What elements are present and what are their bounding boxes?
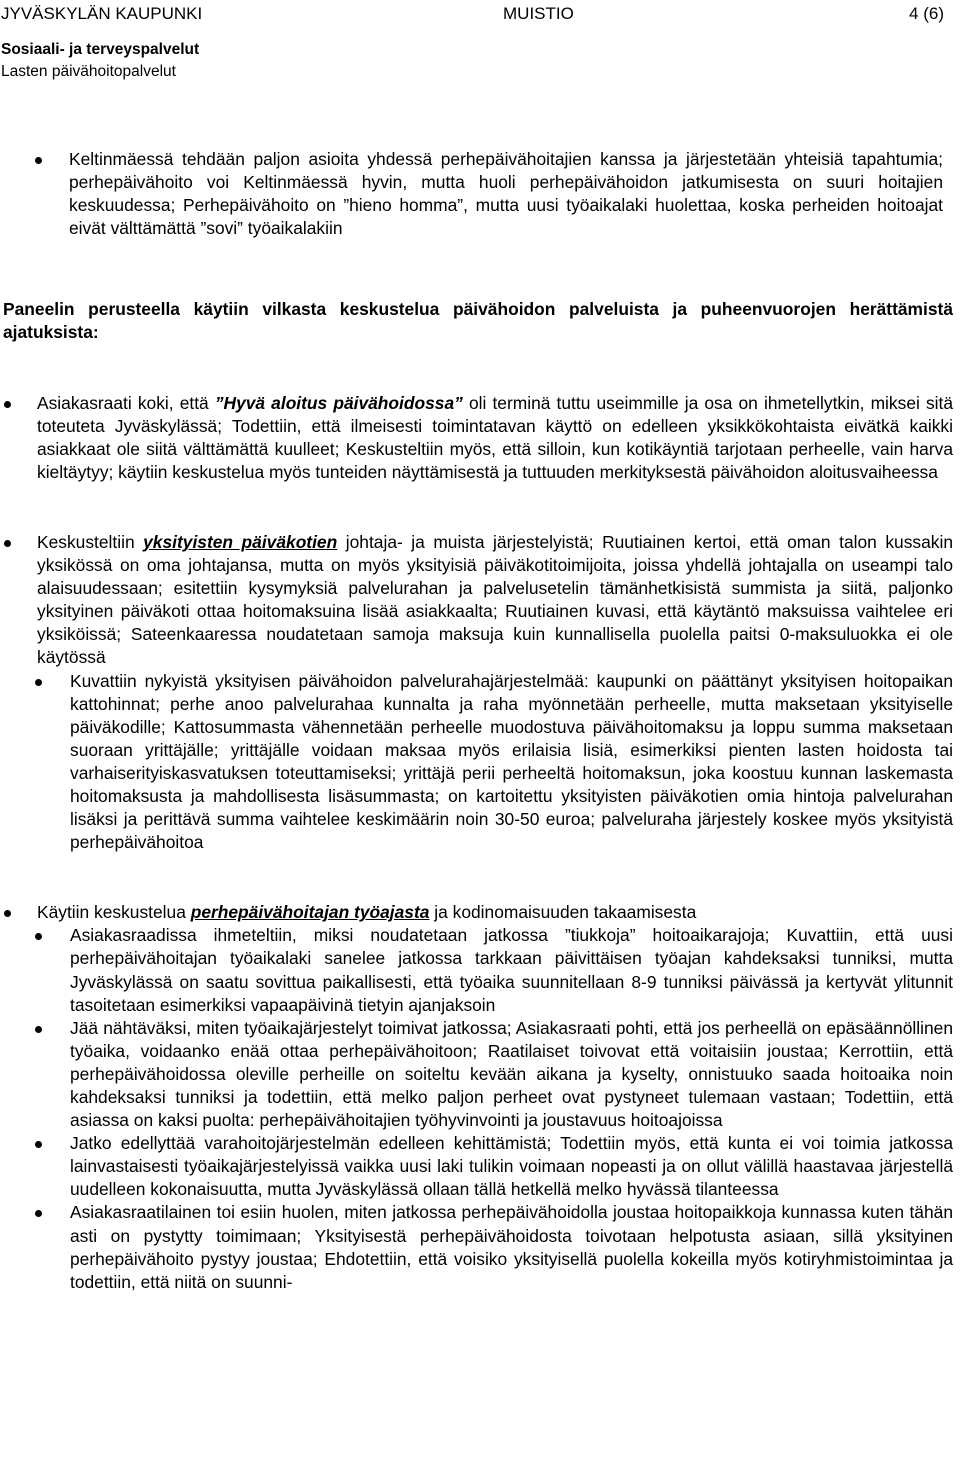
list-item: [0, 148, 960, 240]
unit-name: Lasten päivähoitopalvelut: [1, 63, 176, 80]
list-item: [0, 392, 960, 484]
text-run: johtaja- ja muista järjestelyistä; Ruutiainen kertoi, että oman talon kussakin yksikössä on oma johtajansa, mutta on myös yksityisiä päiväkotitoimijoita, joissa yhdellä johtajalla on useampi talo alaisuudessaan; esitettiin kysymyksiä palvelurahan ja palvelusetelin tämänhetkisistä summista ja siitä, paljonko yksityinen päiväkoti ottaa hoitomaksuina lisää asiakkaalta; Ruutiainen kuvasi, että käytäntö maksuissa vaihtelee eri yksiköissä; Sateenkaaressa noudatetaan samoja maksuja kuin kunnallisella puolella paitsi 0-maksuluokka ei ole käytössä: [37, 531, 953, 668]
document-type: MUISTIO: [503, 4, 574, 23]
section-heading: Paneelin perusteella käytiin vilkasta keskustelua päivähoidon palveluista ja puheenvuorojen herättämistä ajatuksista:: [3, 299, 953, 343]
bullet-icon: [35, 1210, 42, 1217]
text-run: Keskusteltiin: [37, 531, 144, 552]
bullet-icon: [4, 540, 11, 547]
bullet-icon: [35, 1026, 42, 1033]
emphasized-term: yksityisten päiväkotien: [143, 531, 338, 552]
page-number: 4 (6): [909, 4, 944, 23]
bullet-icon: [35, 933, 42, 940]
list-item-text: Keltinmäessä tehdään paljon asioita yhdessä perhepäivähoitajien kanssa ja järjestetään yhteisiä tapahtumia; perhepäivähoito voi Keltinmäessä hyvin, mutta huoli perhepäivähoidon jatkumisesta on suuri hoitajien keskuudessa; Perhepäivähoito on ”hieno homma”, mutta uusi työaikalaki huolettaa, koska perheiden hoitoajat eivät välttämättä ”sovi” työaikalakiin: [69, 149, 943, 239]
sub-list-item-text: Jää nähtäväksi, miten työaikajärjestelyt toimivat jatkossa; Asiakasraati pohti, että jos perheellä on epäsäännöllinen työaika, voidaanko enää ottaa perhepäivähoitoon; Raatilaiset toivovat että voitaisiin joustaa; Kerrottiin, että perhepäivähoidossa oleville perheille on soiteltu kevään aikana ja kyselty, onnistuuko saada hoitoaika noin kahdeksaksi tunniksi ja todettiin, että melko paljon perheet ovat pystyneet tulemaan vastaan; Todettiin, että asiassa on kaksi puolta: perhepäivähoitajien työhyvinvointi ja joustavuus hoitoajoissa: [70, 1017, 953, 1131]
organization-name: JYVÄSKYLÄN KAUPUNKI: [1, 4, 203, 23]
list-item: [0, 901, 960, 924]
bullet-icon: [35, 1141, 42, 1148]
emphasized-term: perhepäivähoitajan työajasta: [190, 902, 430, 923]
bullet-icon: [4, 401, 11, 408]
bullet-icon: [4, 910, 11, 917]
emphasized-term: ”Hyvä aloitus päivähoidossa”: [214, 392, 463, 413]
sub-list-item-text: Asiakasraadissa ihmeteltiin, miksi noudatetaan jatkossa ”tiukkoja” hoitoaikarajoja; Kuvattiin, että uusi perhepäivähoitajan työaikalaki sanelee jatkossa tarkkaan päivittäisen työajan kahdeksaksi tunniksi, mutta Jyväskylässä on saatu sovittua paikallisesti, että työaika suunnitellaan 8-9 tunniksi päivässä ja kertyvät ylitunnit tasoitetaan esimerkiksi vapaapäivinä tietyin ajanjaksoin: [70, 925, 953, 1015]
document-body: [0, 148, 960, 1294]
sub-list-item-text: Kuvattiin nykyistä yksityisen päivähoidon palvelurahajärjestelmää: kaupunki on päättänyt yksityisen hoitopaikan kattohinnat; perhe anoo palvelurahaa kunnalta ja raha myönnetään perheelle, mutta maksetaan yksityiselle päiväkodille; Kattosummasta vähennetään perheelle muodostuva päivähoitomaksu ja loppu summa maksetaan suoraan yrittäjälle; yrittäjälle voidaan maksaa myös erilaisia lisiä, esimerkiksi pienten lasten hoidosta tai varhaiserityiskasvatuksen toteuttamiseksi; yrittäjä perii perheeltä hoitomaksun, joka koostuu kunnan laskemasta hoitomaksusta ja mahdollisesta lisäsummasta; on kartoitettu yksityisten päiväkotien omia hintoja palvelurahan lisäksi ja perittävä summa vaihtelee keskimäärin noin 30-50 euroa; palveluraha järjestely koskee myös yksityistä perhepäivähoitoa: [70, 670, 953, 853]
list-item-text: [37, 531, 953, 670]
sub-list-item: [0, 924, 960, 1016]
list-item-text: [37, 392, 953, 484]
header-row: [0, 3, 960, 25]
sub-list-item: [0, 670, 960, 855]
department-name: Sosiaali- ja terveyspalvelut: [1, 41, 200, 58]
text-run: Asiakasraati koki, että: [37, 392, 215, 413]
text-run: oli terminä tuttu useimmille ja osa on ihmetellytkin, miksei sitä toteuteta Jyväskylässä; Todettiin, että ilmeisesti toimintatavan käyttö on edelleen yksikkökohtaista eivätkä kaikki asiakkaat ole siitä välttämättä kuulleet; Keskusteltiin myös, että silloin, kun kotikäyntiä tarjotaan perheelle, vain harva kieltäytyy; käytiin keskustelua myös tunteiden näyttämisestä ja tuttuuden merkityksestä päivähoidon aloitusvaiheessa: [37, 392, 954, 482]
bullet-icon: [35, 157, 42, 164]
sub-list-item: [0, 1132, 960, 1201]
text-run: ja kodinomaisuuden takaamisesta: [429, 902, 697, 923]
list-item-text: [37, 901, 953, 924]
list-item: [0, 531, 960, 670]
sub-list-item: [0, 1201, 960, 1293]
text-run: Käytiin keskustelua: [37, 902, 191, 923]
sub-list-item-text: Asiakasraatilainen toi esiin huolen, miten jatkossa perhepäivähoidolla joustaa hoitopaikkoja kunnassa kuten tähän asti on pystytty toimimaan; Yksityisestä perhepäivähoidosta toivotaan helpotusta asiaan, sillä yksityinen perhepäivähoito pystyy joustaa; Ehdotettiin, että voisiko yksityisellä puolella kokeilla myös kotiryhmistoimintaa ja todettiin, että niitä on suunni-: [70, 1202, 953, 1292]
sub-list-item: [0, 1017, 960, 1132]
sub-list-item-text: Jatko edellyttää varahoitojärjestelmän edelleen kehittämistä; Todettiin myös, että kunta ei voi toimia jatkossa lainvastaisesti työaikajärjestelyissä vaikka uusi laki tulikin voimaan nopeasti ja on ollut välillä haastavaa järjestellä uudelleen kokonaisuutta, mutta Jyväskylässä ollaan tällä hetkellä melko hyvässä tilanteessa: [70, 1133, 953, 1200]
bullet-icon: [35, 679, 42, 686]
